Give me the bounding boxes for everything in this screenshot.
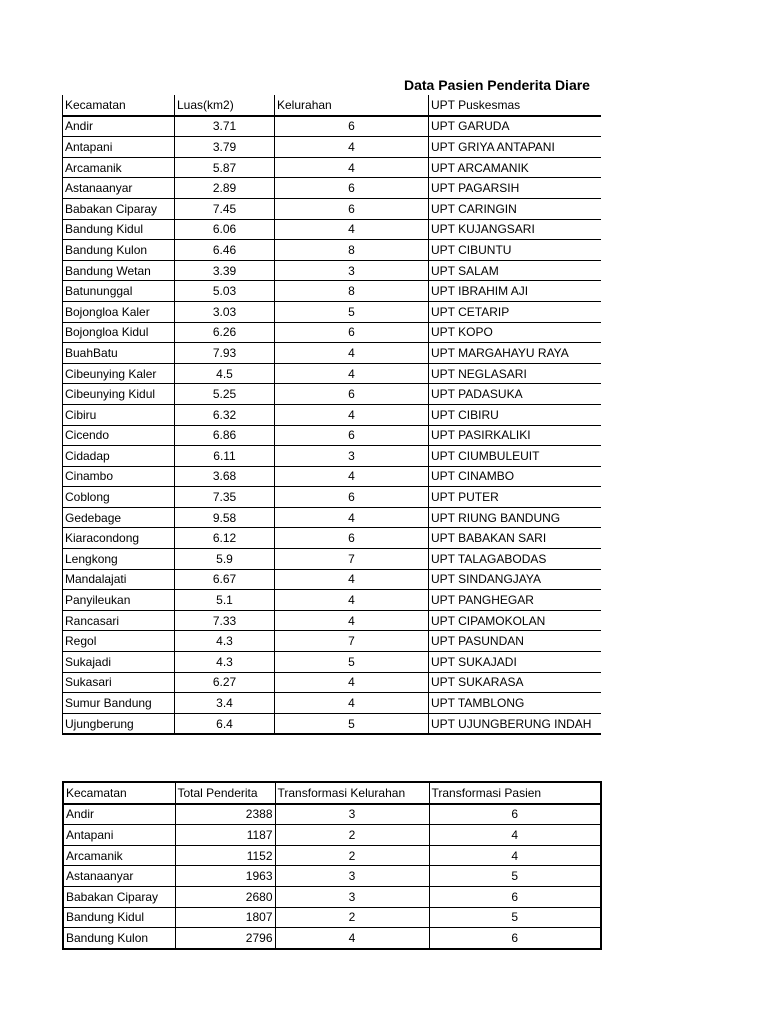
table-cell[interactable]: 5.9 bbox=[175, 549, 275, 570]
table-cell[interactable]: 5.03 bbox=[175, 281, 275, 302]
table-row bbox=[63, 260, 601, 281]
table-cell[interactable]: Mandalajati bbox=[63, 569, 175, 590]
table-cell[interactable]: 2 bbox=[275, 845, 429, 866]
table-row bbox=[63, 198, 601, 219]
table-cell[interactable]: Batununggal bbox=[63, 281, 175, 302]
table-cell[interactable]: 1152 bbox=[175, 845, 275, 866]
table-row bbox=[63, 528, 601, 549]
column-header[interactable]: Total Penderita bbox=[175, 782, 275, 804]
table-row bbox=[63, 322, 601, 343]
table-row bbox=[63, 610, 601, 631]
table-cell[interactable]: Panyileukan bbox=[63, 590, 175, 611]
column-header[interactable]: Kecamatan bbox=[63, 95, 175, 116]
table-cell[interactable]: Bandung Kidul bbox=[63, 219, 175, 240]
table-cell[interactable]: 4 bbox=[275, 590, 429, 611]
table-cell[interactable]: 6 bbox=[275, 528, 429, 549]
table-cell[interactable]: UPT PASUNDAN bbox=[429, 631, 601, 652]
table-cell[interactable]: UPT SUKARASA bbox=[429, 672, 601, 693]
table-cell[interactable]: Astanaanyar bbox=[63, 866, 175, 887]
table-cell[interactable]: UPT KUJANGSARI bbox=[429, 219, 601, 240]
table-cell[interactable]: UPT PANGHEGAR bbox=[429, 590, 601, 611]
table-row bbox=[63, 281, 601, 302]
table-cell[interactable]: UPT KOPO bbox=[429, 322, 601, 343]
table-cell[interactable]: UPT CIPAMOKOLAN bbox=[429, 610, 601, 631]
table-cell[interactable]: 6.86 bbox=[175, 425, 275, 446]
table-cell[interactable]: 4 bbox=[275, 610, 429, 631]
table-cell[interactable]: 7.93 bbox=[175, 343, 275, 364]
table-cell[interactable]: 4 bbox=[275, 693, 429, 714]
table-cell[interactable]: 5.25 bbox=[175, 384, 275, 405]
table-cell[interactable]: 4 bbox=[275, 672, 429, 693]
table-cell[interactable]: 5 bbox=[275, 713, 429, 734]
table-cell[interactable]: 6 bbox=[275, 322, 429, 343]
table-cell[interactable]: UPT PAGARSIH bbox=[429, 178, 601, 199]
table-cell[interactable]: 3.39 bbox=[175, 260, 275, 281]
table-cell[interactable]: 6.4 bbox=[175, 713, 275, 734]
table-row bbox=[63, 549, 601, 570]
table-row bbox=[63, 178, 601, 199]
table-cell[interactable]: 1807 bbox=[175, 907, 275, 928]
table-cell[interactable]: 5 bbox=[275, 301, 429, 322]
table-cell[interactable]: Coblong bbox=[63, 487, 175, 508]
table-row bbox=[63, 866, 601, 887]
table-cell[interactable]: 4 bbox=[275, 928, 429, 949]
table-cell[interactable]: Cicendo bbox=[63, 425, 175, 446]
table-cell[interactable]: Bandung Kulon bbox=[63, 240, 175, 261]
table-cell[interactable]: UPT UJUNGBERUNG INDAH bbox=[429, 713, 601, 734]
table-cell[interactable]: 6.12 bbox=[175, 528, 275, 549]
table-cell[interactable]: 3.4 bbox=[175, 693, 275, 714]
table-cell[interactable]: UPT CETARIP bbox=[429, 301, 601, 322]
table-cell[interactable]: Antapani bbox=[63, 825, 175, 846]
table-cell[interactable]: 3 bbox=[275, 260, 429, 281]
table-cell[interactable]: UPT PADASUKA bbox=[429, 384, 601, 405]
table-row bbox=[63, 845, 601, 866]
table-cell[interactable]: Cibeunying Kaler bbox=[63, 363, 175, 384]
table-cell[interactable]: 6 bbox=[275, 487, 429, 508]
table-cell[interactable]: 6 bbox=[275, 198, 429, 219]
table-cell[interactable]: Babakan Ciparay bbox=[63, 886, 175, 907]
table-cell[interactable]: 7 bbox=[275, 549, 429, 570]
sheet-title: Data Pasien Penderita Diare bbox=[404, 77, 590, 93]
table-cell[interactable]: Bojongloa Kidul bbox=[63, 322, 175, 343]
table-cell[interactable]: 2680 bbox=[175, 886, 275, 907]
table-row bbox=[63, 825, 601, 846]
table-cell[interactable]: UPT PUTER bbox=[429, 487, 601, 508]
table-cell[interactable]: UPT PASIRKALIKI bbox=[429, 425, 601, 446]
table-cell[interactable]: UPT SUKAJADI bbox=[429, 652, 601, 673]
column-header[interactable]: Luas(km2) bbox=[175, 95, 275, 116]
table-cell[interactable]: Cidadap bbox=[63, 446, 175, 467]
table-cell[interactable]: UPT CINAMBO bbox=[429, 466, 601, 487]
table-row bbox=[63, 507, 601, 528]
table-row bbox=[63, 240, 601, 261]
table-cell[interactable]: UPT CIBUNTU bbox=[429, 240, 601, 261]
table-cell[interactable]: BuahBatu bbox=[63, 343, 175, 364]
table-cell[interactable]: 6 bbox=[275, 425, 429, 446]
table-row bbox=[63, 713, 601, 734]
table-cell[interactable]: Arcamanik bbox=[63, 157, 175, 178]
table-cell[interactable]: 7 bbox=[275, 631, 429, 652]
column-header[interactable]: UPT Puskesmas bbox=[429, 95, 601, 116]
table-cell[interactable]: 4 bbox=[275, 404, 429, 425]
table-cell[interactable]: 4 bbox=[429, 845, 601, 866]
table-cell[interactable]: UPT RIUNG BANDUNG bbox=[429, 507, 601, 528]
table-cell[interactable]: Lengkong bbox=[63, 549, 175, 570]
column-header[interactable]: Kecamatan bbox=[63, 782, 175, 804]
table-cell[interactable]: UPT NEGLASARI bbox=[429, 363, 601, 384]
table-cell[interactable]: UPT GARUDA bbox=[429, 116, 601, 137]
table-cell[interactable]: 6.11 bbox=[175, 446, 275, 467]
table-cell[interactable]: 2388 bbox=[175, 804, 275, 825]
table-cell[interactable]: Arcamanik bbox=[63, 845, 175, 866]
table-cell[interactable]: 4 bbox=[275, 137, 429, 158]
table-cell[interactable]: Bandung Kulon bbox=[63, 928, 175, 949]
table-cell[interactable]: UPT SINDANGJAYA bbox=[429, 569, 601, 590]
column-header[interactable]: Transformasi Kelurahan bbox=[275, 782, 429, 804]
table-cell[interactable]: UPT TAMBLONG bbox=[429, 693, 601, 714]
table-cell[interactable]: 4 bbox=[275, 219, 429, 240]
table-row bbox=[63, 804, 601, 825]
table-cell[interactable]: Sukajadi bbox=[63, 652, 175, 673]
table-cell[interactable]: 4 bbox=[275, 343, 429, 364]
header-row bbox=[63, 95, 601, 116]
table-cell[interactable]: 4 bbox=[275, 569, 429, 590]
table-cell[interactable]: Rancasari bbox=[63, 610, 175, 631]
table-cell[interactable]: Cibeunying Kidul bbox=[63, 384, 175, 405]
table-row bbox=[63, 907, 601, 928]
table-cell[interactable]: UPT ARCAMANIK bbox=[429, 157, 601, 178]
table-cell[interactable]: 4 bbox=[275, 466, 429, 487]
table-row bbox=[63, 137, 601, 158]
table-cell[interactable]: 7.45 bbox=[175, 198, 275, 219]
table-cell[interactable]: 2 bbox=[275, 825, 429, 846]
table-cell[interactable]: Cinambo bbox=[63, 466, 175, 487]
table-cell[interactable]: UPT IBRAHIM AJI bbox=[429, 281, 601, 302]
table-row bbox=[63, 631, 601, 652]
table-cell[interactable]: 5 bbox=[275, 652, 429, 673]
table-cell[interactable]: 6.46 bbox=[175, 240, 275, 261]
table-cell[interactable]: 6 bbox=[429, 886, 601, 907]
table-row bbox=[63, 466, 601, 487]
table-cell[interactable]: 5.1 bbox=[175, 590, 275, 611]
table-row bbox=[63, 487, 601, 508]
table-cell[interactable]: 7.33 bbox=[175, 610, 275, 631]
table-row bbox=[63, 384, 601, 405]
table-cell[interactable]: 4 bbox=[429, 825, 601, 846]
table-cell[interactable]: 6 bbox=[275, 178, 429, 199]
table-cell[interactable]: UPT BABAKAN SARI bbox=[429, 528, 601, 549]
table-cell[interactable]: 8 bbox=[275, 281, 429, 302]
table-row bbox=[63, 886, 601, 907]
table-row bbox=[63, 590, 601, 611]
district-area-table bbox=[62, 95, 601, 735]
table-cell[interactable]: Bandung Kidul bbox=[63, 907, 175, 928]
table-row bbox=[63, 116, 601, 137]
table-row bbox=[63, 157, 601, 178]
table-cell[interactable]: 1187 bbox=[175, 825, 275, 846]
table-cell[interactable]: 2796 bbox=[175, 928, 275, 949]
table-cell[interactable]: 3.79 bbox=[175, 137, 275, 158]
table-cell[interactable]: 6.32 bbox=[175, 404, 275, 425]
table-cell[interactable]: 3 bbox=[275, 886, 429, 907]
table-cell[interactable]: UPT CIUMBULEUIT bbox=[429, 446, 601, 467]
table-cell[interactable]: 5.87 bbox=[175, 157, 275, 178]
table-cell[interactable]: 3 bbox=[275, 804, 429, 825]
table-row bbox=[63, 693, 601, 714]
table-row bbox=[63, 425, 601, 446]
table-cell[interactable]: UPT CARINGIN bbox=[429, 198, 601, 219]
table-cell[interactable]: UPT SALAM bbox=[429, 260, 601, 281]
table-cell[interactable]: Andir bbox=[63, 804, 175, 825]
table-cell[interactable]: UPT CIBIRU bbox=[429, 404, 601, 425]
table-cell[interactable]: 5 bbox=[429, 907, 601, 928]
table-cell[interactable]: 4.3 bbox=[175, 631, 275, 652]
table-cell[interactable]: 4 bbox=[275, 507, 429, 528]
table-cell[interactable]: Bandung Wetan bbox=[63, 260, 175, 281]
table-cell[interactable]: Antapani bbox=[63, 137, 175, 158]
table-row bbox=[63, 652, 601, 673]
table-cell[interactable]: 2.89 bbox=[175, 178, 275, 199]
table-cell[interactable]: 3 bbox=[275, 866, 429, 887]
table-cell[interactable]: Ujungberung bbox=[63, 713, 175, 734]
table-row bbox=[63, 446, 601, 467]
table-cell[interactable]: 3.71 bbox=[175, 116, 275, 137]
table-cell[interactable]: Andir bbox=[63, 116, 175, 137]
table-row bbox=[63, 343, 601, 364]
table-cell[interactable]: 4 bbox=[275, 363, 429, 384]
table-cell[interactable]: 6.27 bbox=[175, 672, 275, 693]
table-cell[interactable]: 3.68 bbox=[175, 466, 275, 487]
table-cell[interactable]: 4.5 bbox=[175, 363, 275, 384]
table-cell[interactable]: Sukasari bbox=[63, 672, 175, 693]
table-cell[interactable]: 9.58 bbox=[175, 507, 275, 528]
patient-transform-table bbox=[62, 781, 602, 950]
table-cell[interactable]: 6 bbox=[429, 928, 601, 949]
table-cell[interactable]: 6 bbox=[275, 116, 429, 137]
table-cell[interactable]: UPT MARGAHAYU RAYA bbox=[429, 343, 601, 364]
table-cell[interactable]: 3 bbox=[275, 446, 429, 467]
table-cell[interactable]: 1963 bbox=[175, 866, 275, 887]
table-cell[interactable]: 6 bbox=[429, 804, 601, 825]
table-cell[interactable]: UPT GRIYA ANTAPANI bbox=[429, 137, 601, 158]
table-row bbox=[63, 928, 601, 949]
table-cell[interactable]: 6.67 bbox=[175, 569, 275, 590]
table-row bbox=[63, 363, 601, 384]
table-cell[interactable]: 3.03 bbox=[175, 301, 275, 322]
table-cell[interactable]: 7.35 bbox=[175, 487, 275, 508]
table-cell[interactable]: 4.3 bbox=[175, 652, 275, 673]
table-row bbox=[63, 672, 601, 693]
table-cell[interactable]: Sumur Bandung bbox=[63, 693, 175, 714]
table-cell[interactable]: 4 bbox=[275, 157, 429, 178]
table-row bbox=[63, 569, 601, 590]
table-cell[interactable]: Cibiru bbox=[63, 404, 175, 425]
table-cell[interactable]: Astanaanyar bbox=[63, 178, 175, 199]
table-cell[interactable]: 6.06 bbox=[175, 219, 275, 240]
table-cell[interactable]: UPT TALAGABODAS bbox=[429, 549, 601, 570]
table-cell[interactable]: Bojongloa Kaler bbox=[63, 301, 175, 322]
table-cell[interactable]: Kiaracondong bbox=[63, 528, 175, 549]
table-cell[interactable]: 6.26 bbox=[175, 322, 275, 343]
table-cell[interactable]: Gedebage bbox=[63, 507, 175, 528]
table-cell[interactable]: 8 bbox=[275, 240, 429, 261]
column-header[interactable]: Transformasi Pasien bbox=[429, 782, 601, 804]
table-cell[interactable]: 6 bbox=[275, 384, 429, 405]
table-row bbox=[63, 219, 601, 240]
header-row bbox=[63, 782, 601, 804]
column-header[interactable]: Kelurahan bbox=[275, 95, 429, 116]
table-row bbox=[63, 404, 601, 425]
table-row bbox=[63, 301, 601, 322]
table-cell[interactable]: 5 bbox=[429, 866, 601, 887]
table-cell[interactable]: Regol bbox=[63, 631, 175, 652]
table-cell[interactable]: Babakan Ciparay bbox=[63, 198, 175, 219]
table-cell[interactable]: 2 bbox=[275, 907, 429, 928]
